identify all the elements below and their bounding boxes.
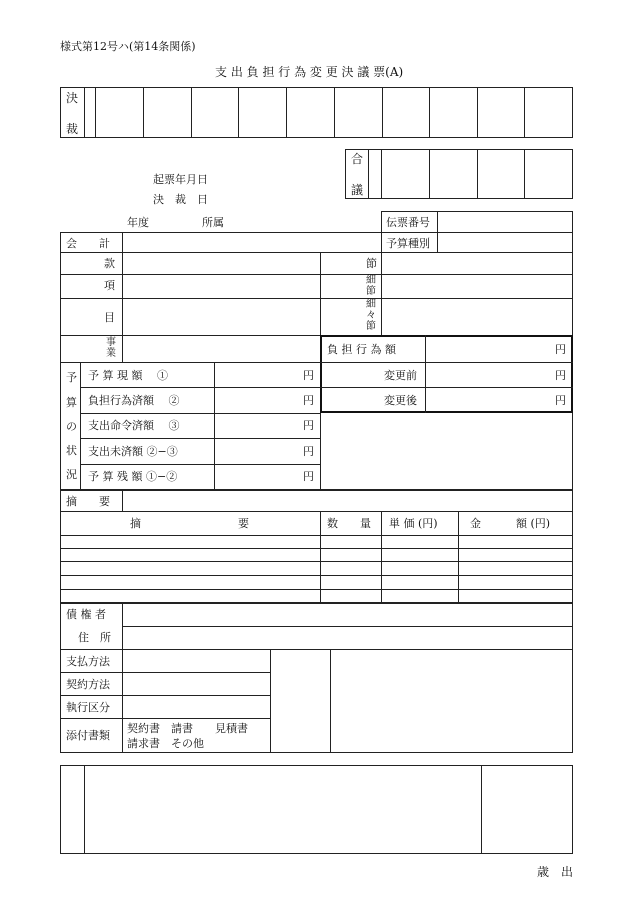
keiyaku-label: 契約方法 [66,678,110,691]
yosan-jokyo-4: 状 [66,444,77,457]
yosan-unit-2: 円 [303,419,314,432]
tekiyou-label: 摘 要 [66,495,110,508]
kihyo-date-label: 起票年月日 [153,173,208,186]
detail-kingaku-1: 金 [470,517,481,530]
yosan-jokyo-5: 況 [66,468,77,481]
detail-tanka: 単 価 (円) [389,517,438,530]
tenpu-items-2: 請求書 その他 [127,737,204,750]
futan-label-0: 負 担 行 為 額 [327,343,396,356]
yosan-row-1: 負担行為済額 ② [88,394,180,407]
gougi-label-1: 合 [351,152,364,166]
kessai-box [60,87,573,138]
jusho-label: 住 所 [78,631,111,644]
kaikei-label: 会 計 [66,237,110,250]
moku-label: 目 [104,311,115,324]
form-number: 様式第12号ハ(第14条関係) [60,40,196,53]
kessai-date-label: 決 裁 日 [153,193,208,206]
yosan-jokyo-1: 予 [66,371,77,384]
setsu-label: 節 [366,257,377,270]
tekiyou-box [60,490,573,512]
saisetsu-label: 細 節 [366,275,376,297]
futan-unit-0: 円 [555,343,566,356]
futan-label-2: 変更後 [384,394,417,407]
yosan-jokyo-3: の [66,420,77,433]
kou-label: 項 [104,279,115,292]
detail-kingaku-2: 額 (円) [516,517,551,530]
remarks-box [60,765,573,854]
yosan-row-4: 予 算 残 額 ①−② [88,470,178,483]
futan-unit-2: 円 [555,394,566,407]
kessai-label-2: 裁 [66,122,79,136]
detail-tekiyou-2: 要 [238,517,249,530]
yosan-row-2: 支出命令済額 ③ [88,419,180,432]
saikensha-label: 債 権 者 [66,608,106,621]
yosan-shubetsu-label: 予算種別 [386,237,430,250]
detail-tekiyou-1: 摘 [130,517,141,530]
futan-label-1: 変更前 [384,369,417,382]
shiharai-label: 支払方法 [66,655,110,668]
yosan-unit-0: 円 [303,369,314,382]
yosan-unit-3: 円 [303,445,314,458]
jigyou-label: 事 業 [106,337,116,359]
tenpu-items-1: 契約書 請書 見積書 [127,722,248,735]
kan-label: 款 [104,257,115,270]
detail-suuryou: 数 量 [327,517,371,530]
yosan-row-3: 支出未済額 ②−③ [88,445,178,458]
yosan-jokyo-2: 算 [66,396,77,409]
yosan-unit-4: 円 [303,470,314,483]
page-title: 支 出 負 担 行 為 変 更 決 議 票(A) [215,65,404,79]
shozoku-label: 所属 [202,216,224,229]
gougi-box [345,149,573,199]
denpyo-bango-label: 伝票番号 [386,216,430,229]
futan-unit-1: 円 [555,369,566,382]
tenpu-label: 添付書類 [66,729,110,742]
gougi-label-2: 議 [351,183,364,197]
nendo-label: 年度 [127,216,149,229]
yosan-row-0: 予 算 現 額 ① [88,369,168,382]
shikkou-label: 執行区分 [66,701,110,714]
footer-label: 歳 出 [537,865,574,879]
saisaisetsu-label: 細 々 節 [366,299,376,332]
kessai-label-1: 決 [66,91,79,105]
yosan-unit-1: 円 [303,394,314,407]
